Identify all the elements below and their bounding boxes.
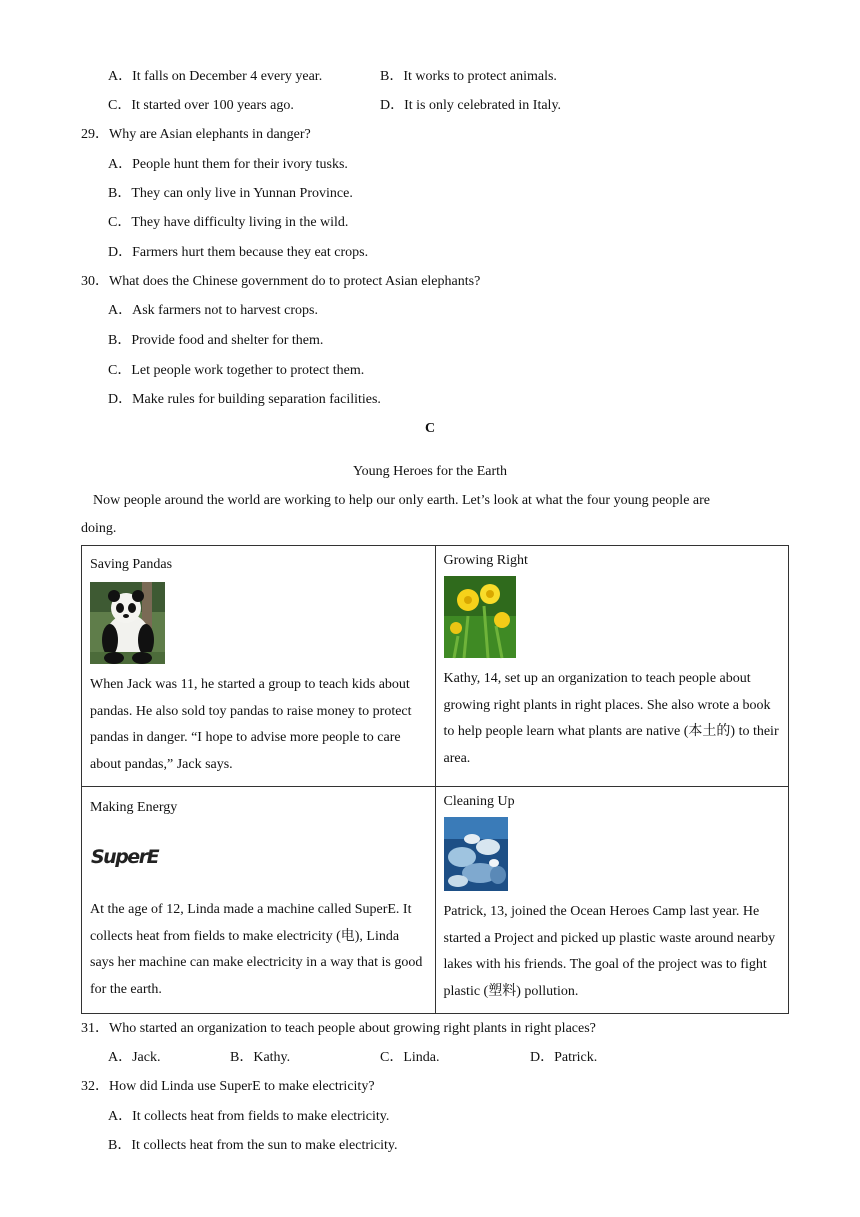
- q29-option-c: C．They have difficulty living in the wild.: [108, 215, 349, 230]
- card-saving-pandas: [82, 546, 436, 787]
- card-making-energy: [82, 787, 436, 1014]
- panda-photo-icon: [90, 582, 165, 664]
- q31-option-d: D．Patrick.: [530, 1050, 598, 1065]
- passage-intro-line-2: doing.: [81, 521, 117, 536]
- q32-option-a: A．It collects heat from fields to make electricity.: [108, 1109, 390, 1124]
- q30-option-a: A．Ask farmers not to harvest crops.: [108, 303, 318, 318]
- q30-option-c: C．Let people work together to protect them.: [108, 363, 365, 378]
- young-heroes-table: [81, 545, 789, 1014]
- card-body: At the age of 12, Linda made a machine called SuperE. It collects heat from fields to make electricity (电), Linda says her machine can make electricity in a way that is good for the earth.: [90, 902, 423, 997]
- q29-option-d: D．Farmers hurt them because they eat crops.: [108, 245, 369, 260]
- yellow-flowers-photo-icon: [444, 576, 516, 658]
- supere-logo-text: SuperE: [91, 846, 159, 868]
- q28-option-b: B．It works to protect animals.: [380, 69, 557, 84]
- passage-title: Young Heroes for the Earth: [352, 464, 508, 479]
- card-title: Saving Pandas: [90, 557, 173, 572]
- q29-stem: 29．Why are Asian elephants in danger?: [81, 127, 311, 142]
- card-title: Making Energy: [90, 800, 178, 815]
- card-body: Kathy, 14, set up an organization to teach people about growing right plants in right places. She also wrote a book to help people learn what plants are native (本土的) to their area.: [443, 671, 779, 766]
- section-letter: C: [424, 421, 436, 436]
- q30-option-d: D．Make rules for building separation facilities.: [108, 392, 381, 407]
- q28-option-c: C．It started over 100 years ago.: [108, 98, 294, 113]
- q31-option-a: A．Jack.: [108, 1050, 161, 1065]
- card-body: Patrick, 13, joined the Ocean Heroes Camp last year. He started a Project and picked up plastic waste around nearby lakes with his friends. The goal of the project was to fight plastic (塑料) pollution.: [443, 904, 776, 999]
- q31-option-b: B．Kathy.: [230, 1050, 291, 1065]
- q32-stem: 32．How did Linda use SuperE to make electricity?: [81, 1079, 375, 1094]
- card-title: Cleaning Up: [443, 794, 515, 809]
- q31-option-c: C．Linda.: [380, 1050, 440, 1065]
- q31-stem: 31．Who started an organization to teach people about growing right plants in right places?: [81, 1021, 596, 1036]
- table-row: [82, 546, 789, 787]
- q30-stem: 30．What does the Chinese government do to protect Asian elephants?: [81, 274, 481, 289]
- passage-intro-line-1: Now people around the world are working to help our only earth. Let’s look at what the four young people are: [93, 493, 710, 508]
- card-cleaning-up: [435, 787, 789, 1014]
- q32-option-b: B．It collects heat from the sun to make electricity.: [108, 1138, 398, 1153]
- card-growing-right: [435, 546, 789, 787]
- card-body: When Jack was 11, he started a group to teach kids about pandas. He also sold toy pandas to raise money to protect pandas in danger. “I hope to advise more people to care about pandas,” Jack says.: [90, 677, 412, 772]
- q29-option-a: A．People hunt them for their ivory tusks.: [108, 157, 348, 172]
- q28-option-a: A．It falls on December 4 every year.: [108, 69, 323, 84]
- q29-option-b: B．They can only live in Yunnan Province.: [108, 186, 353, 201]
- q30-option-b: B．Provide food and shelter for them.: [108, 333, 324, 348]
- ocean-waste-photo-icon: [444, 817, 508, 891]
- q28-option-d: D．It is only celebrated in Italy.: [380, 98, 562, 113]
- table-row: [82, 787, 789, 1014]
- card-title: Growing Right: [443, 553, 528, 568]
- supere-logo-icon: [90, 839, 159, 871]
